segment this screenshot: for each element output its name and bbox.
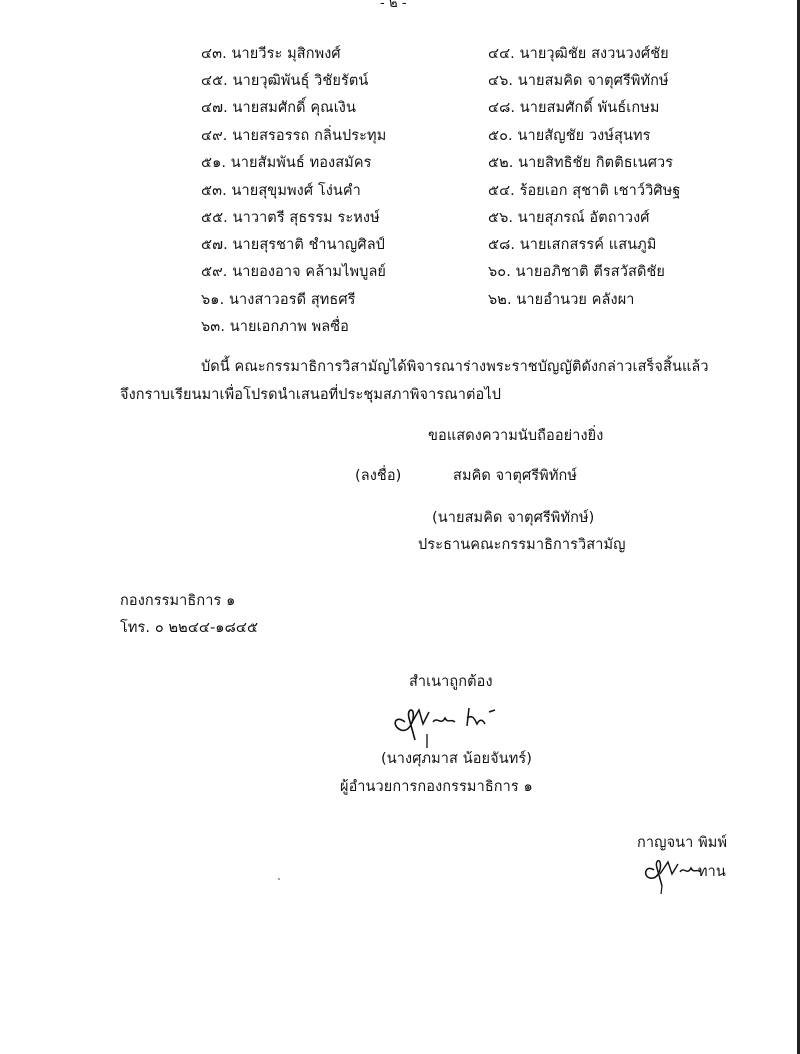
checker-initials: [640, 856, 702, 896]
member-58: ๕๘. นายเสกสรรค์ แสนภูมิ: [488, 237, 657, 253]
certifier-position: ผู้อำนวยการกองกรรมาธิการ ๑: [340, 779, 533, 795]
member-59: ๕๙. นายองอาจ คล้ามไพบูลย์: [201, 264, 387, 280]
body-paragraph-line-1: บัดนี้ คณะกรรมาธิการวิสามัญได้พิจารณาร่างพระราชบัญญัติดังกล่าวเสร็จสิ้นแล้ว: [201, 359, 709, 375]
member-47: ๔๗. นายสมศักดิ์ คุณเงิน: [201, 100, 356, 116]
scan-speck: [278, 878, 280, 880]
office-name: กองกรรมาธิการ ๑: [120, 593, 236, 609]
certifier-name: (นางศุภมาส น้อยจันทร์): [381, 751, 533, 767]
office-phone: โทร. ๐ ๒๒๔๔-๑๘๔๕: [120, 620, 259, 636]
typist-note: กาญจนา พิมพ์: [637, 835, 728, 851]
member-49: ๔๙. นายสรอรรถ กลิ่นประทุม: [201, 128, 387, 144]
member-53: ๕๓. นายสุขุมพงศ์ โง่นคำ: [201, 183, 361, 199]
member-43: ๔๓. นายวีระ มุสิกพงศ์: [201, 46, 341, 62]
certifier-signature: [385, 700, 520, 752]
member-46: ๔๖. นายสมคิด จาตุศรีพิทักษ์: [488, 73, 669, 89]
closing-salutation: ขอแสดงความนับถืออย่างยิ่ง: [428, 428, 604, 444]
member-61: ๖๑. นางสาวอรดี สุทธศรี: [201, 292, 356, 308]
member-44: ๔๔. นายวุฒิชัย สงวนวงศ์ชัย: [488, 46, 669, 62]
body-paragraph-line-2: จึงกราบเรียนมาเพื่อโปรดนำเสนอที่ประชุมสภาพิจารณาต่อไป: [120, 387, 502, 403]
member-50: ๕๐. นายสัญชัย วงษ์สุนทร: [488, 128, 651, 144]
signer-full-name: (นายสมคิด จาตุศรีพิทักษ์): [432, 510, 595, 526]
signer-position: ประธานคณะกรรมาธิการวิสามัญ: [418, 537, 626, 553]
member-51: ๕๑. นายสัมพันธ์ ทองสมัคร: [201, 155, 372, 171]
member-56: ๕๖. นายสุภรณ์ อัตถาวงศ์: [488, 210, 650, 226]
member-55: ๕๕. นาวาตรี สุธรรม ระหงษ์: [201, 210, 380, 226]
member-63: ๖๓. นายเอกภาพ พลซื่อ: [201, 319, 349, 335]
signed-label: (ลงชื่อ): [355, 468, 402, 484]
page-number-fragment: - ๒ -: [380, 0, 407, 11]
member-45: ๔๕. นายวุฒิพันธุ์ วิชัยรัตน์: [201, 73, 369, 89]
signed-name: สมคิด จาตุศรีพิทักษ์: [453, 468, 578, 484]
member-52: ๕๒. นายสิทธิชัย กิตติธเนศวร: [488, 155, 674, 171]
member-54: ๕๔. ร้อยเอก สุชาติ เชาว์วิศิษฐ: [488, 183, 681, 199]
member-48: ๔๘. นายสมศักดิ์ พันธ์เกษม: [488, 100, 660, 116]
certified-copy-label: สำเนาถูกต้อง: [409, 674, 493, 690]
member-57: ๕๗. นายสุรชาติ ชำนาญศิลป์: [201, 237, 385, 253]
member-60: ๖๐. นายอภิชาติ ตีรสวัสดิชัย: [488, 264, 665, 280]
member-62: ๖๒. นายอำนวย คลังผา: [488, 292, 635, 308]
checker-note: ทาน: [698, 864, 726, 880]
